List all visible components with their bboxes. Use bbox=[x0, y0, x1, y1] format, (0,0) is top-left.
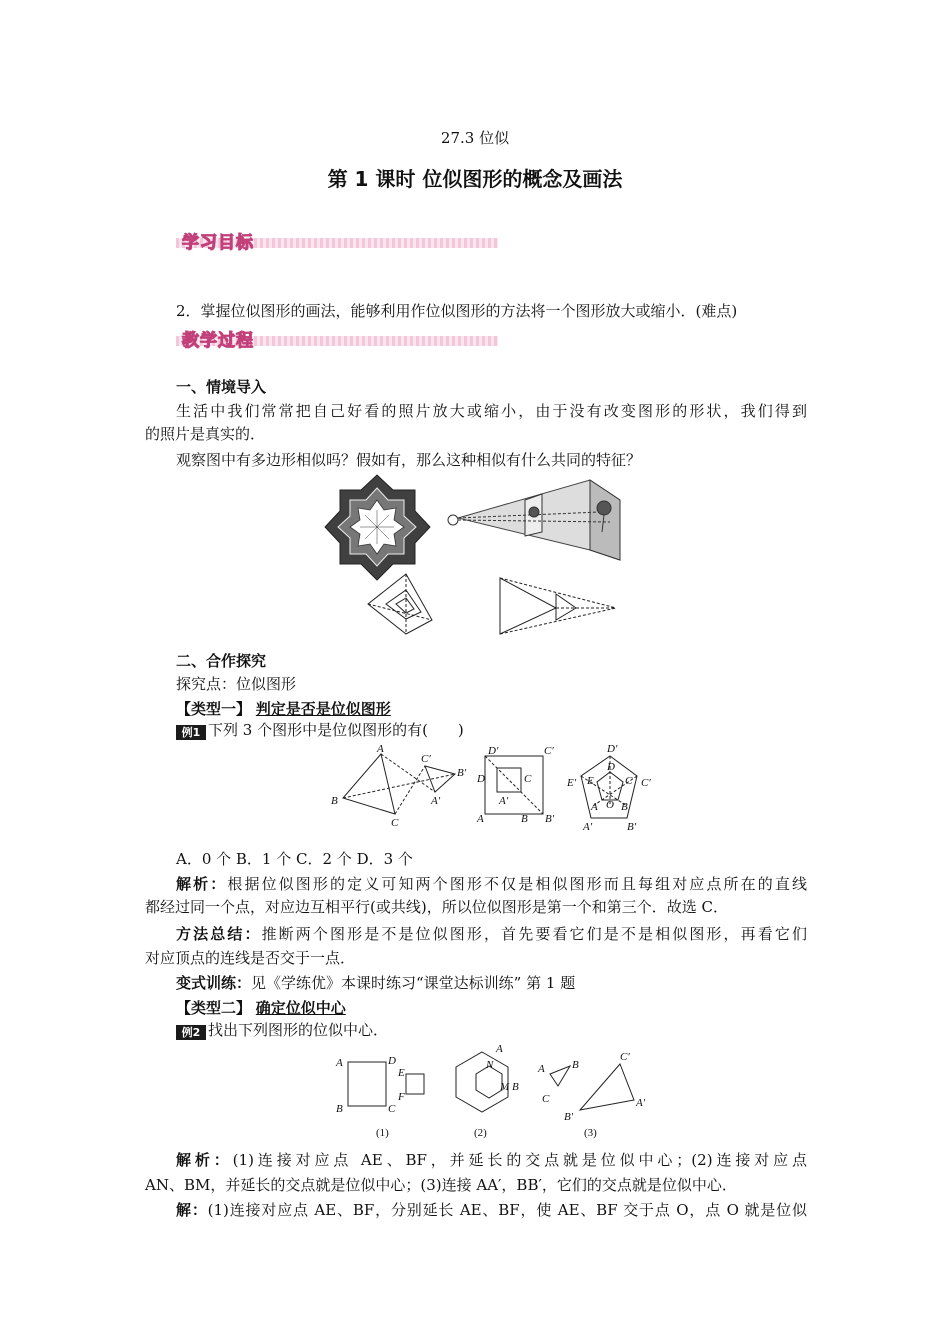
ex1-fig3-label-A1: A′ bbox=[583, 821, 593, 833]
method-summary-a bbox=[176, 924, 807, 944]
ex1-fig3-label-O: O bbox=[606, 799, 614, 811]
explore-point: 探究点：位似图形 bbox=[176, 675, 297, 693]
part1-para1-b: 的照片是真实的． bbox=[145, 425, 266, 443]
method-summary-b: 对应顶点的连线是否交于一点． bbox=[145, 949, 356, 967]
ex2-fig1 bbox=[348, 1062, 424, 1106]
ex2-fig1-label-B: B bbox=[336, 1103, 343, 1115]
ex1-fig3-label-C: C bbox=[625, 775, 633, 787]
ex2-fig1-label-A: A bbox=[336, 1057, 343, 1069]
ex2-solution-label: 解： bbox=[176, 1201, 208, 1219]
ex1-fig3-label-B: B bbox=[621, 801, 628, 813]
ex2-fig3-label-A1: A′ bbox=[636, 1097, 646, 1109]
example2-solution-a bbox=[176, 1200, 807, 1220]
ex1-fig1-label-A1: A′ bbox=[431, 795, 441, 807]
variant-label: 变式训练： bbox=[176, 974, 252, 992]
ex1-fig3-label-E1: E′ bbox=[567, 777, 577, 789]
ex1-fig3-label-A: A bbox=[591, 801, 598, 813]
example1-figures bbox=[325, 742, 665, 842]
part2-heading: 二、合作探究 bbox=[176, 652, 267, 670]
type1-title: 判定是否是位似图形 bbox=[255, 700, 391, 718]
ex2-fig1-label-F: F bbox=[398, 1091, 405, 1103]
goal-2: 2．掌握位似图形的画法，能够利用作位似图形的方法将一个图形放大或缩小．(难点) bbox=[176, 302, 738, 320]
example1-analysis-a bbox=[176, 874, 807, 894]
ex1-fig1-label-B: B bbox=[331, 795, 338, 807]
ex1-fig3-label-B1: B′ bbox=[627, 821, 637, 833]
ex2-question-text: 找出下列图形的位似中心． bbox=[208, 1021, 389, 1039]
ex2-analysis-text: (1)连接对应点 AE、BF，并延长的交点就是位似中心；(2)连接对应点 bbox=[232, 1151, 807, 1169]
variant-training bbox=[176, 973, 838, 993]
ex1-fig2-label-B1: B′ bbox=[545, 813, 555, 825]
ex2-solution-text: (1)连接对应点 AE、BF，分别延长 AE、BF，使 AE、BF 交于点 O，点 O 就是位似 bbox=[207, 1201, 807, 1219]
ex1-fig2-label-A1: A′ bbox=[499, 795, 509, 807]
lesson-title: 第 1 课时 位似图形的概念及画法 bbox=[327, 167, 623, 191]
ex1-fig2 bbox=[485, 756, 543, 814]
ex1-analysis-text: 根据位似图形的定义可知两个图形不仅是相似图形而且每组对应点所在的直线 bbox=[227, 875, 807, 893]
ex1-fig1-label-C1: C′ bbox=[421, 753, 431, 765]
triangle-projection-figure bbox=[500, 578, 616, 634]
ex1-fig3-label-E: E bbox=[587, 775, 594, 787]
ex1-fig1-label-C: C bbox=[391, 817, 399, 829]
ex2-fig3-label-C: C bbox=[542, 1093, 550, 1105]
ex2-fig3-label-B: B bbox=[572, 1059, 579, 1071]
variant-text: 见《学练优》本课时练习“课堂达标训练” 第 1 题 bbox=[251, 974, 576, 992]
example2-figures bbox=[330, 1040, 660, 1142]
type2-heading bbox=[176, 998, 838, 1018]
part1-para1-a: 生活中我们常常把自己好看的照片放大或缩小，由于没有改变图形的形状，我们得到 bbox=[176, 402, 807, 420]
example2-question bbox=[176, 1020, 838, 1040]
type1-heading bbox=[176, 699, 838, 719]
example1-question bbox=[176, 720, 838, 740]
ex2-fig2-caption: (2) bbox=[474, 1127, 487, 1139]
ex1-fig1-label-B1: B′ bbox=[457, 767, 467, 779]
ex2-fig3-label-B1: B′ bbox=[564, 1111, 574, 1123]
ex2-fig2-label-A: A bbox=[496, 1043, 503, 1055]
section-title: 27.3 位似 bbox=[440, 129, 510, 147]
example-1-badge: 例1 bbox=[176, 725, 206, 740]
ex1-fig3-label-D: D bbox=[607, 761, 615, 773]
type2-title: 确定位似中心 bbox=[255, 999, 346, 1017]
type2-label: 【类型二】 bbox=[176, 999, 252, 1017]
ex2-fig1-label-E: E bbox=[398, 1067, 405, 1079]
ex2-fig1-caption: (1) bbox=[376, 1127, 389, 1139]
example2-analysis-b: AN、BM，并延长的交点就是位似中心；(3)连接 AA′，BB′，它们的交点就是位似中心． bbox=[145, 1176, 737, 1194]
example1-options: A．0 个 B．1 个 C．2 个 D．3 个 bbox=[176, 850, 413, 868]
intro-figures bbox=[320, 470, 640, 640]
ex1-question-text: 下列 3 个图形中是位似图形的有( ) bbox=[208, 721, 464, 739]
process-banner-label: 教学过程 bbox=[182, 331, 254, 351]
goals-banner-label: 学习目标 bbox=[182, 233, 254, 253]
ex2-fig2-label-B: B bbox=[512, 1081, 519, 1093]
type1-label: 【类型一】 bbox=[176, 700, 252, 718]
ex1-fig2-label-D1: D′ bbox=[488, 745, 499, 757]
part1-heading: 一、情境导入 bbox=[176, 378, 267, 396]
ex1-fig2-label-A: A bbox=[477, 813, 484, 825]
ex1-fig3-label-C1: C′ bbox=[641, 777, 651, 789]
ex2-fig1-label-D: D bbox=[388, 1055, 396, 1067]
method-text: 推断两个图形是不是位似图形，首先要看它们是不是相似图形，再看它们 bbox=[261, 925, 807, 943]
example-2-badge: 例2 bbox=[176, 1025, 206, 1040]
ex1-analysis-label: 解析： bbox=[176, 875, 228, 893]
ex2-fig2-label-N: N bbox=[486, 1059, 494, 1071]
ex1-fig1-label-A: A bbox=[377, 743, 384, 755]
ex2-fig2-label-M: M bbox=[500, 1081, 510, 1093]
ex2-fig3-label-A: A bbox=[538, 1063, 545, 1075]
process-banner bbox=[176, 326, 498, 351]
ex1-fig2-label-C: C bbox=[524, 773, 532, 785]
kite-figure bbox=[368, 574, 432, 634]
ex2-fig1-label-C: C bbox=[388, 1103, 396, 1115]
part1-para2: 观察图中有多边形相似吗？假如有，那么这种相似有什么共同的特征？ bbox=[176, 451, 642, 469]
ex2-analysis-label: 解析： bbox=[176, 1151, 233, 1169]
example2-analysis-a bbox=[176, 1150, 807, 1170]
goals-banner bbox=[176, 228, 498, 253]
method-label: 方法总结： bbox=[176, 925, 262, 943]
ex1-fig2-label-C1: C′ bbox=[544, 745, 554, 757]
ex1-fig3-label-D1: D′ bbox=[607, 743, 618, 755]
ex2-fig3-label-C1: C′ bbox=[620, 1051, 630, 1063]
star-figure bbox=[325, 475, 430, 580]
ex2-fig3-caption: (3) bbox=[584, 1127, 597, 1139]
ex1-fig2-label-B: B bbox=[521, 813, 528, 825]
ex1-fig2-label-D: D bbox=[477, 773, 485, 785]
example1-analysis-b: 都经过同一个点，对应边互相平行(或共线)，所以位似图形是第一个和第三个．故选 C． bbox=[145, 898, 728, 916]
projector-figure bbox=[448, 480, 620, 560]
ex2-fig3 bbox=[550, 1064, 634, 1110]
